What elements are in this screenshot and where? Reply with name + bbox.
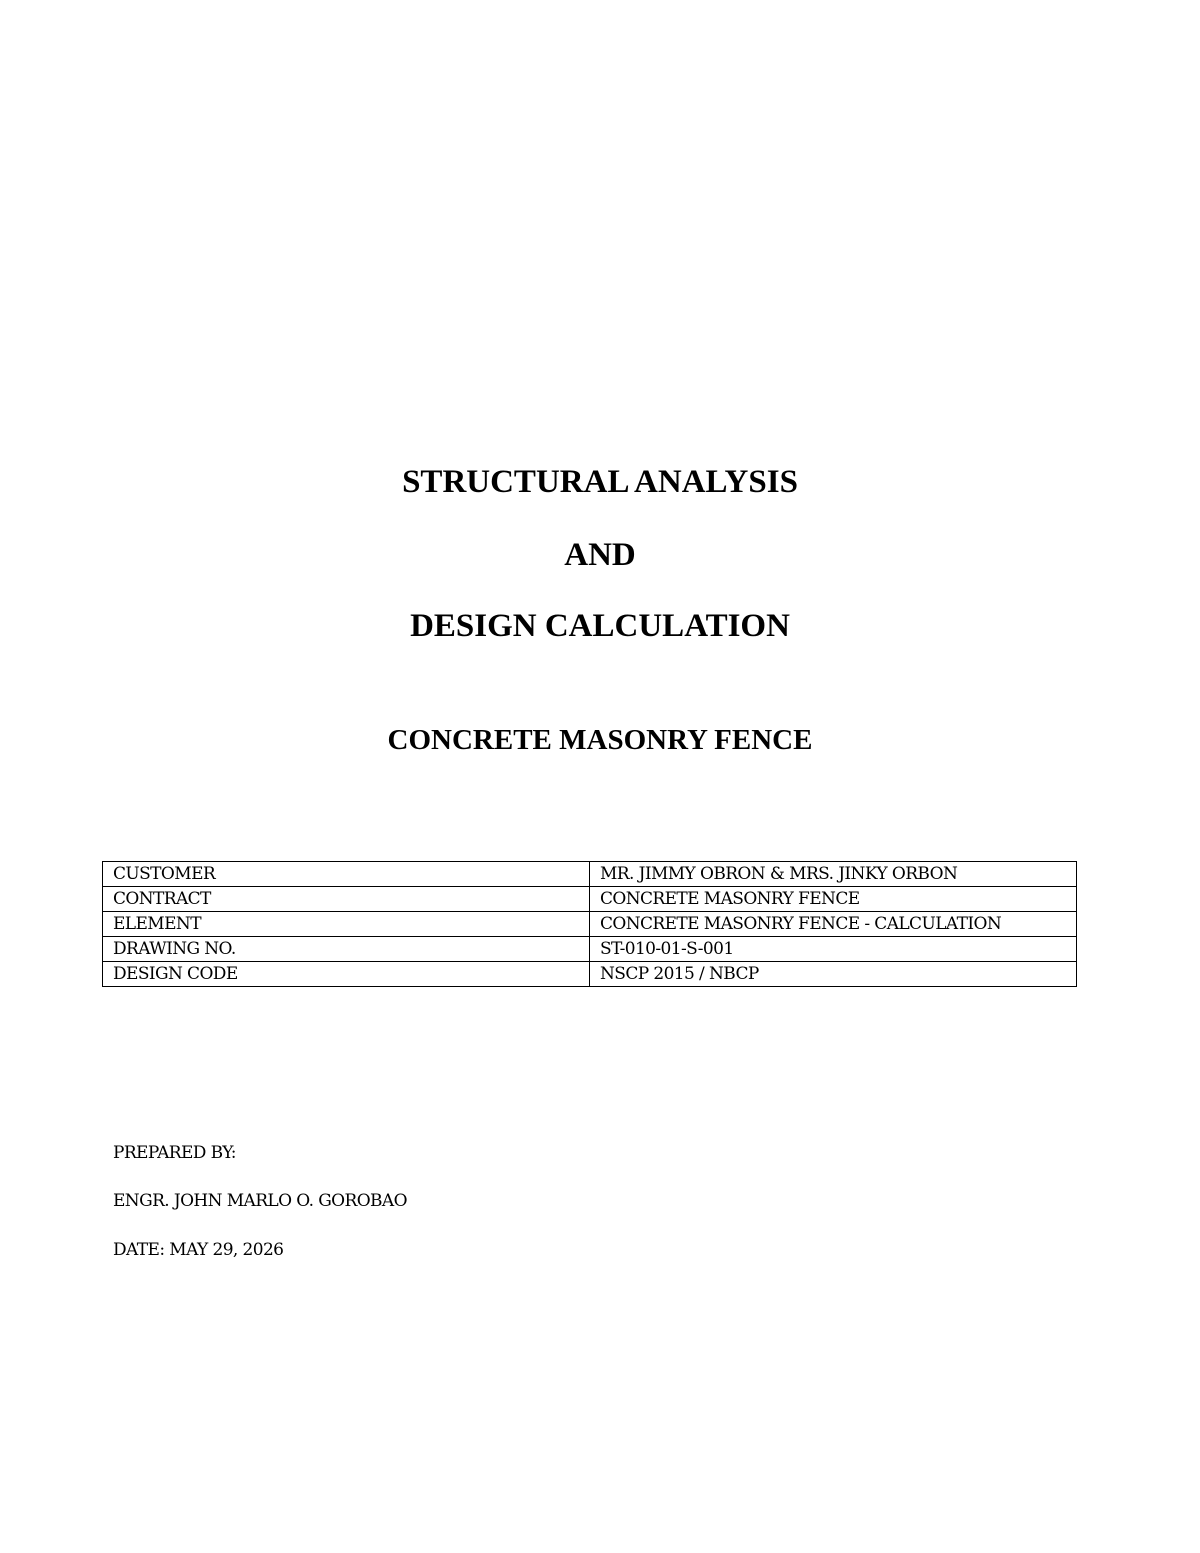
table-row — [103, 887, 1077, 912]
row-label-customer: CUSTOMER — [103, 862, 590, 887]
document-title-line-1: STRUCTURAL ANALYSIS — [402, 464, 798, 500]
table-row — [103, 862, 1077, 887]
table-row — [103, 937, 1077, 962]
row-value-element: CONCRETE MASONRY FENCE - CALCULATION — [590, 912, 1077, 937]
project-info-table — [102, 861, 1077, 987]
document-title-line-2: AND — [564, 537, 636, 573]
row-value-design-code: NSCP 2015 / NBCP — [590, 962, 1077, 987]
prepared-by-label: PREPARED BY: — [113, 1143, 236, 1163]
row-value-drawing-no: ST-010-01-S-001 — [590, 937, 1077, 962]
preparer-name: ENGR. JOHN MARLO O. GOROBAO — [113, 1191, 407, 1211]
row-label-element: ELEMENT — [103, 912, 590, 937]
document-subject: CONCRETE MASONRY FENCE — [387, 724, 813, 756]
row-label-design-code: DESIGN CODE — [103, 962, 590, 987]
table-row — [103, 962, 1077, 987]
document-title-line-3: DESIGN CALCULATION — [410, 608, 790, 644]
row-label-drawing-no: DRAWING NO. — [103, 937, 590, 962]
row-label-contract: CONTRACT — [103, 887, 590, 912]
row-value-customer: MR. JIMMY OBRON & MRS. JINKY ORBON — [590, 862, 1077, 887]
prepared-date: DATE: MAY 29, 2026 — [113, 1240, 284, 1260]
table-row — [103, 912, 1077, 937]
row-value-contract: CONCRETE MASONRY FENCE — [590, 887, 1077, 912]
